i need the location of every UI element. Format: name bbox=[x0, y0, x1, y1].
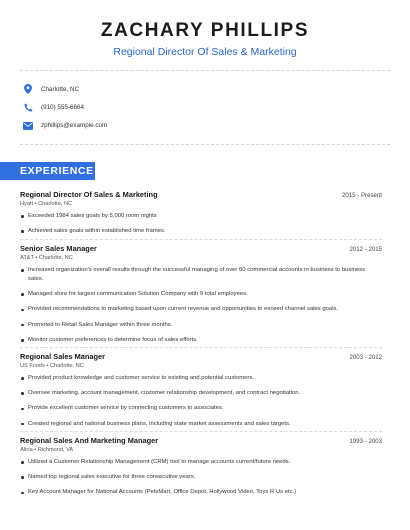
contact-location bbox=[22, 83, 107, 95]
job-bullets bbox=[20, 212, 382, 236]
candidate-name: ZACHARY PHILLIPS bbox=[100, 20, 310, 41]
job-dates: 2012 - 2015 bbox=[349, 246, 382, 253]
location-text: Charlotte, NC bbox=[41, 85, 80, 93]
job-entry bbox=[20, 436, 382, 504]
job-divider bbox=[20, 431, 382, 432]
job-bullet: Utilized a Customer Relationship Management (CRM) tool to manage accounts current/future needs. bbox=[20, 458, 382, 467]
job-entry bbox=[20, 190, 382, 242]
job-entry bbox=[20, 352, 382, 435]
job-company: US Foods bbox=[20, 363, 45, 369]
job-company: AT&T bbox=[20, 255, 34, 261]
job-company-location: Altria • Richmond, VA bbox=[20, 447, 74, 453]
email-text[interactable]: zphillips@example.com bbox=[41, 122, 108, 130]
job-bullet: Increased organization's overall results through the successful managing of over 60 commercial accounts in business to business sales. bbox=[20, 266, 382, 284]
job-divider bbox=[20, 347, 382, 348]
job-bullet: Monitor customer preferences to determine focus of sales efforts. bbox=[20, 336, 382, 345]
job-bullet: Achieved sales goals within established time frames. bbox=[20, 227, 382, 236]
job-company-location: US Foods • Charlotte, NC bbox=[20, 363, 84, 369]
envelope-icon bbox=[22, 120, 34, 132]
job-location: Charlotte, NC bbox=[38, 201, 73, 207]
job-bullet: Provided product knowledge and customer service to existing and potential customers. bbox=[20, 374, 382, 383]
job-bullet: Oversee marketing, account management, customer relationship development, and contract negotiation. bbox=[20, 389, 382, 398]
contact-block bbox=[22, 83, 107, 138]
resume-header bbox=[0, 0, 410, 59]
contact-divider bbox=[20, 144, 390, 145]
candidate-title: Regional Director Of Sales & Marketing bbox=[113, 46, 297, 58]
header-divider bbox=[20, 70, 390, 71]
phone-icon bbox=[22, 101, 34, 113]
job-role: Regional Director Of Sales & Marketing bbox=[20, 190, 158, 199]
job-bullets bbox=[20, 458, 382, 497]
experience-heading: EXPERIENCE bbox=[20, 165, 94, 177]
job-company-location: AT&T • Charlotte, NC bbox=[20, 255, 73, 261]
job-entry bbox=[20, 244, 382, 351]
job-company-location: Hyatt • Charlotte, NC bbox=[20, 201, 73, 207]
job-role: Regional Sales Manager bbox=[20, 352, 106, 361]
contact-email[interactable] bbox=[22, 120, 107, 132]
job-location: Charlotte, NC bbox=[49, 363, 84, 369]
job-bullet: Named top regional sales executive for three consecutive years. bbox=[20, 473, 382, 482]
job-dates: 2003 - 2012 bbox=[349, 354, 382, 361]
job-bullet: Created regional and national business plans, including state market assessments and sales targets. bbox=[20, 420, 382, 429]
job-divider bbox=[20, 239, 382, 240]
phone-text: (910) 555-6664 bbox=[41, 103, 85, 111]
job-company: Hyatt bbox=[20, 201, 34, 207]
job-company: Altria bbox=[20, 447, 33, 453]
job-location: Richmond, VA bbox=[37, 447, 74, 453]
contact-phone bbox=[22, 101, 107, 113]
job-bullet: Promoted to Retail Sales Manager within three months. bbox=[20, 321, 382, 330]
job-bullets bbox=[20, 266, 382, 345]
job-dates: 1993 - 2003 bbox=[349, 438, 382, 445]
job-bullets bbox=[20, 374, 382, 429]
job-bullet: Provided recommendations to marketing based upon current revenue and opportunities to exceed channel sales goals. bbox=[20, 305, 382, 314]
job-bullet: Managed store for largest communication Solution Company with 9 total employees. bbox=[20, 290, 382, 299]
job-location: Charlotte, NC bbox=[38, 255, 73, 261]
job-bullet: Provide excellent customer service by connecting customers to associates. bbox=[20, 404, 382, 413]
location-pin-icon bbox=[22, 83, 34, 95]
job-bullet: Key Account Manager for National Accounts (PetsMart, Office Depot, Hollywood Video, Toys R Us etc.) bbox=[20, 488, 382, 497]
job-role: Regional Sales And Marketing Manager bbox=[20, 436, 159, 445]
job-bullet: Exceeded 1984 sales goals by 5,000 room nights bbox=[20, 212, 382, 221]
job-dates: 2015 - Present bbox=[342, 192, 382, 199]
job-role: Senior Sales Manager bbox=[20, 244, 97, 253]
